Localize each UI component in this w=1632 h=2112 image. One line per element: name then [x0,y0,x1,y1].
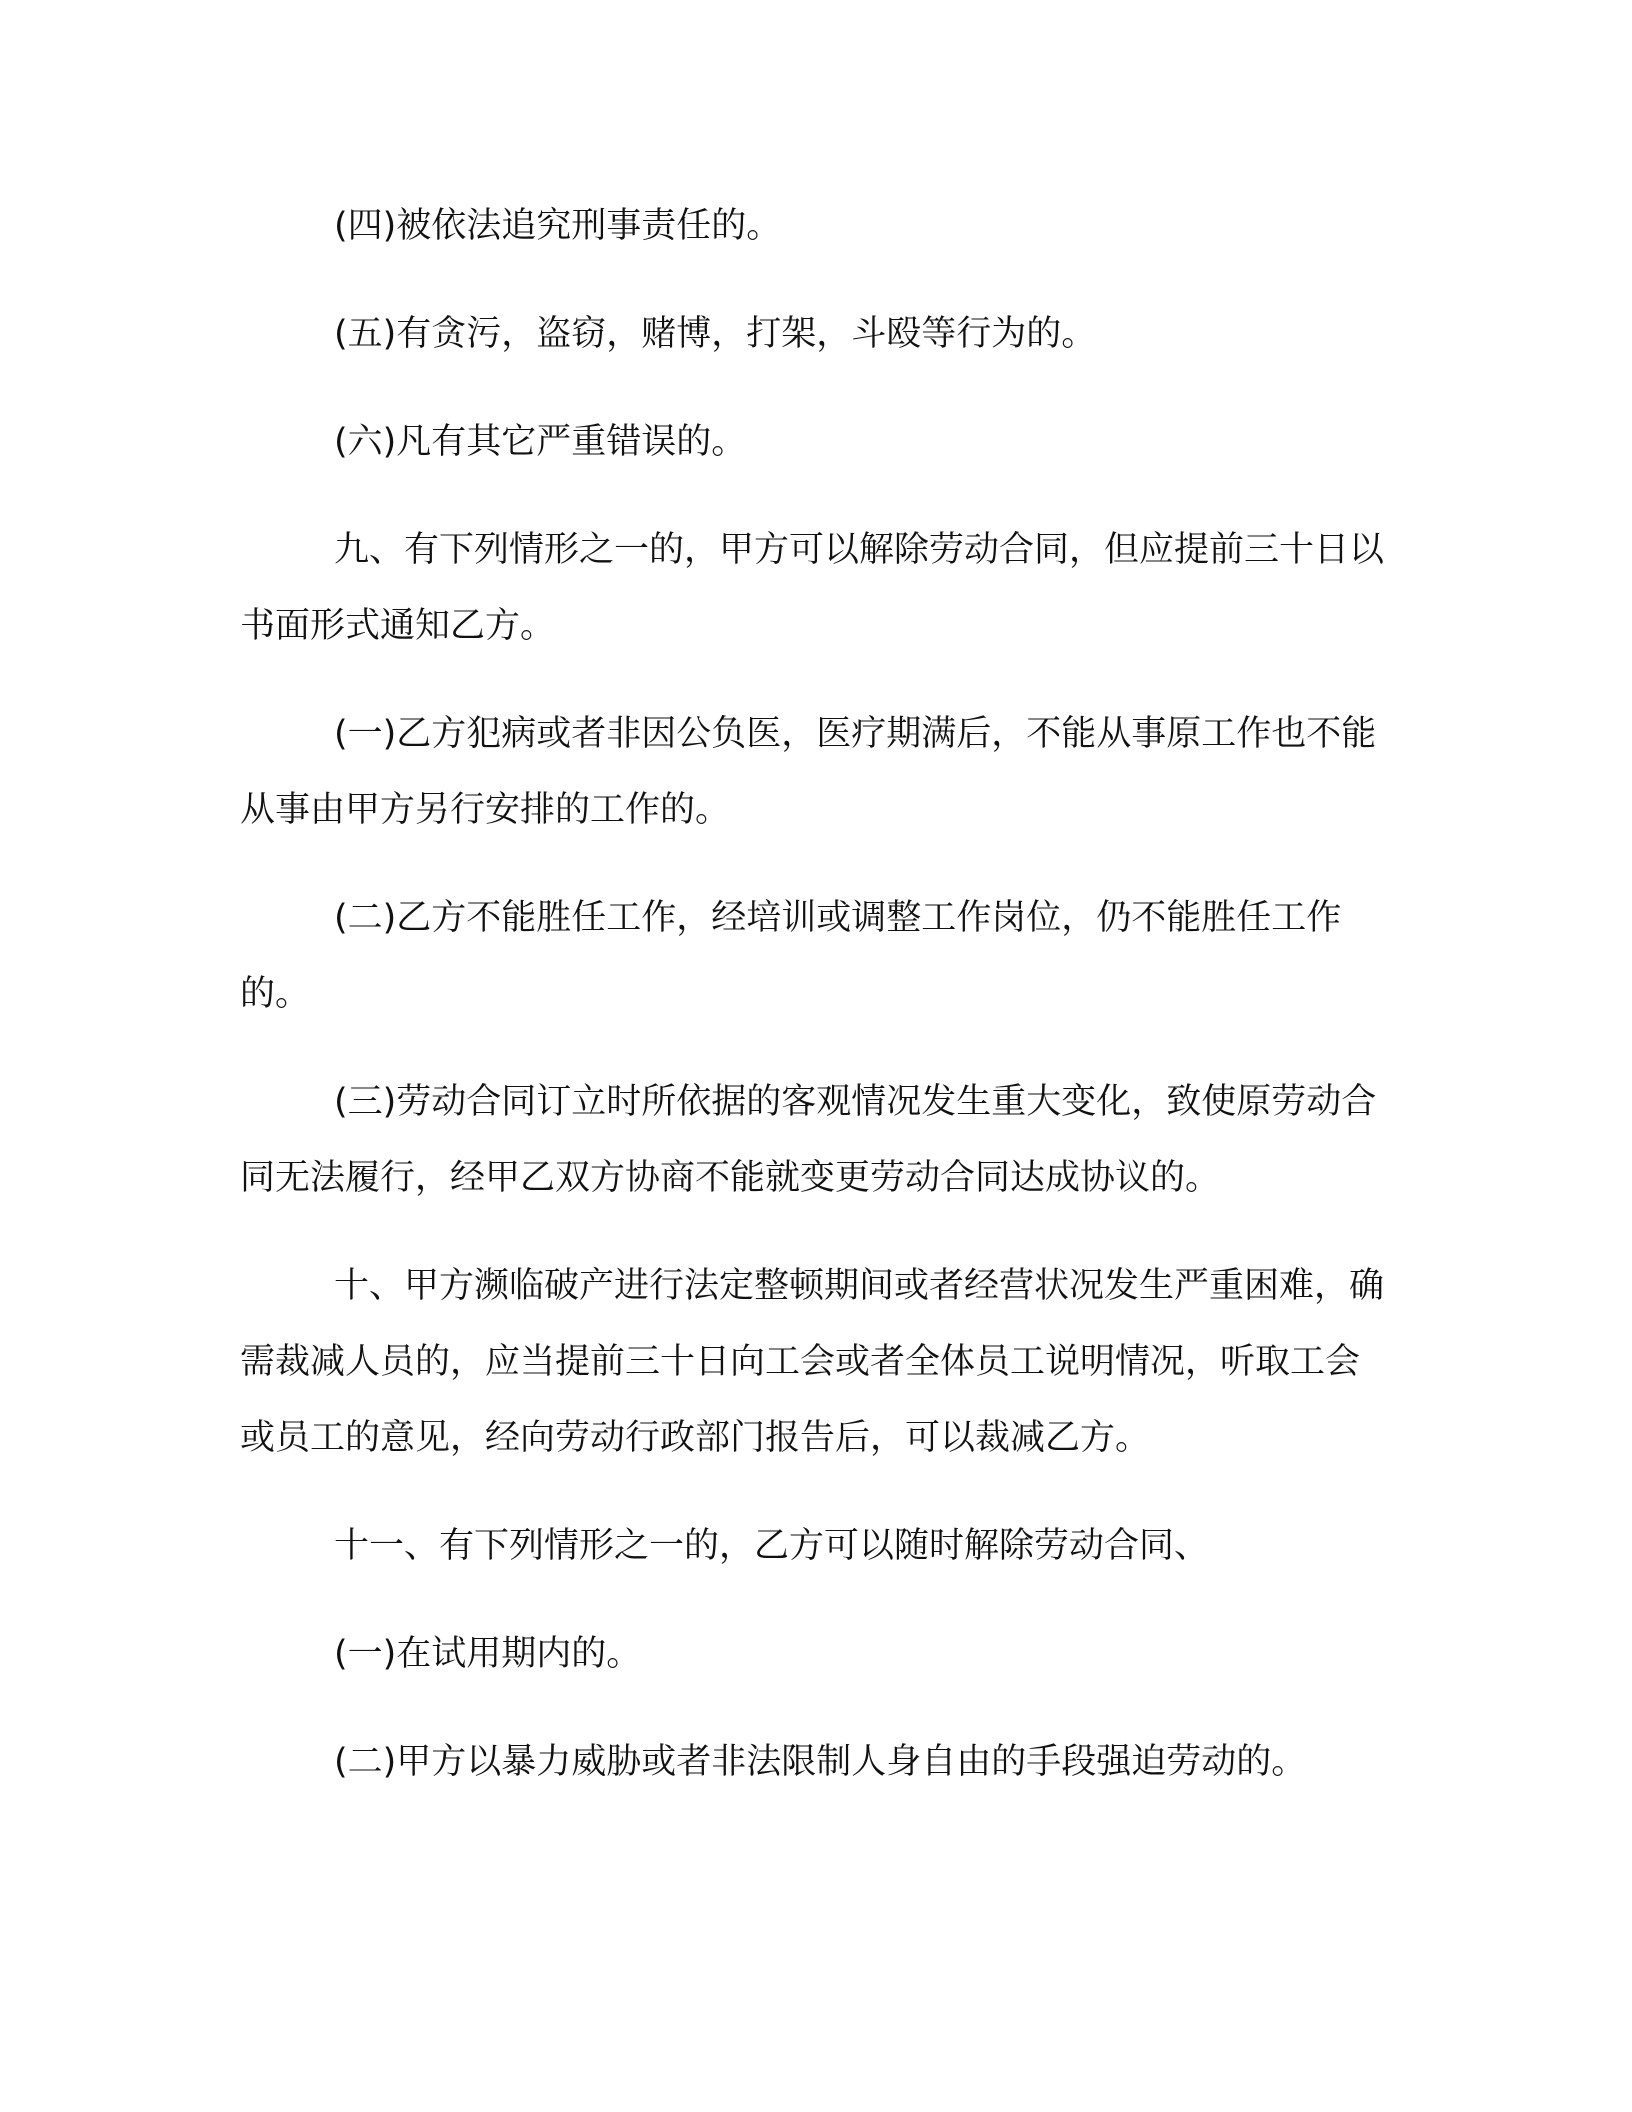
clause-9-item-1: (一)乙方犯病或者非因公负医，医疗期满后，不能从事原工作也不能从事由甲方另行安排的工作的。 [240,714,1377,830]
clause-9-heading: 九、有下列情形之一的，甲方可以解除劳动合同，但应提前三十日以书面形式通知乙方。 [240,530,1385,646]
clause-10: 十、甲方濒临破产进行法定整顿期间或者经营状况发生严重困难，确需裁减人员的，应当提前三十日向工会或者全体员工说明情况，听取工会或员工的意见，经向劳动行政部门报告后，可以裁减乙方。 [240,1266,1385,1458]
clause-11-heading: 十一、有下列情形之一的，乙方可以随时解除劳动合同、 [334,1526,1210,1566]
clause-11-item-2: (二)甲方以暴力威胁或者非法限制人身自由的手段强迫劳动的。 [334,1742,1307,1782]
document-body [240,188,1392,1800]
clause-11-item-1: (一)在试用期内的。 [334,1634,642,1674]
clause-9-item-2: (二)乙方不能胜任工作，经培训或调整工作岗位，仍不能胜任工作的。 [240,898,1342,1014]
clause-9-item-3: (三)劳动合同订立时所依据的客观情况发生重大变化，致使原劳动合同无法履行，经甲乙双方协商不能就变更劳动合同达成协议的。 [240,1082,1377,1198]
clause-item-6: (六)凡有其它严重错误的。 [334,422,747,462]
clause-item-5: (五)有贪污，盗窃，赌博，打架，斗殴等行为的。 [334,314,1097,354]
clause-item-4: (四)被依法追究刑事责任的。 [334,206,782,246]
